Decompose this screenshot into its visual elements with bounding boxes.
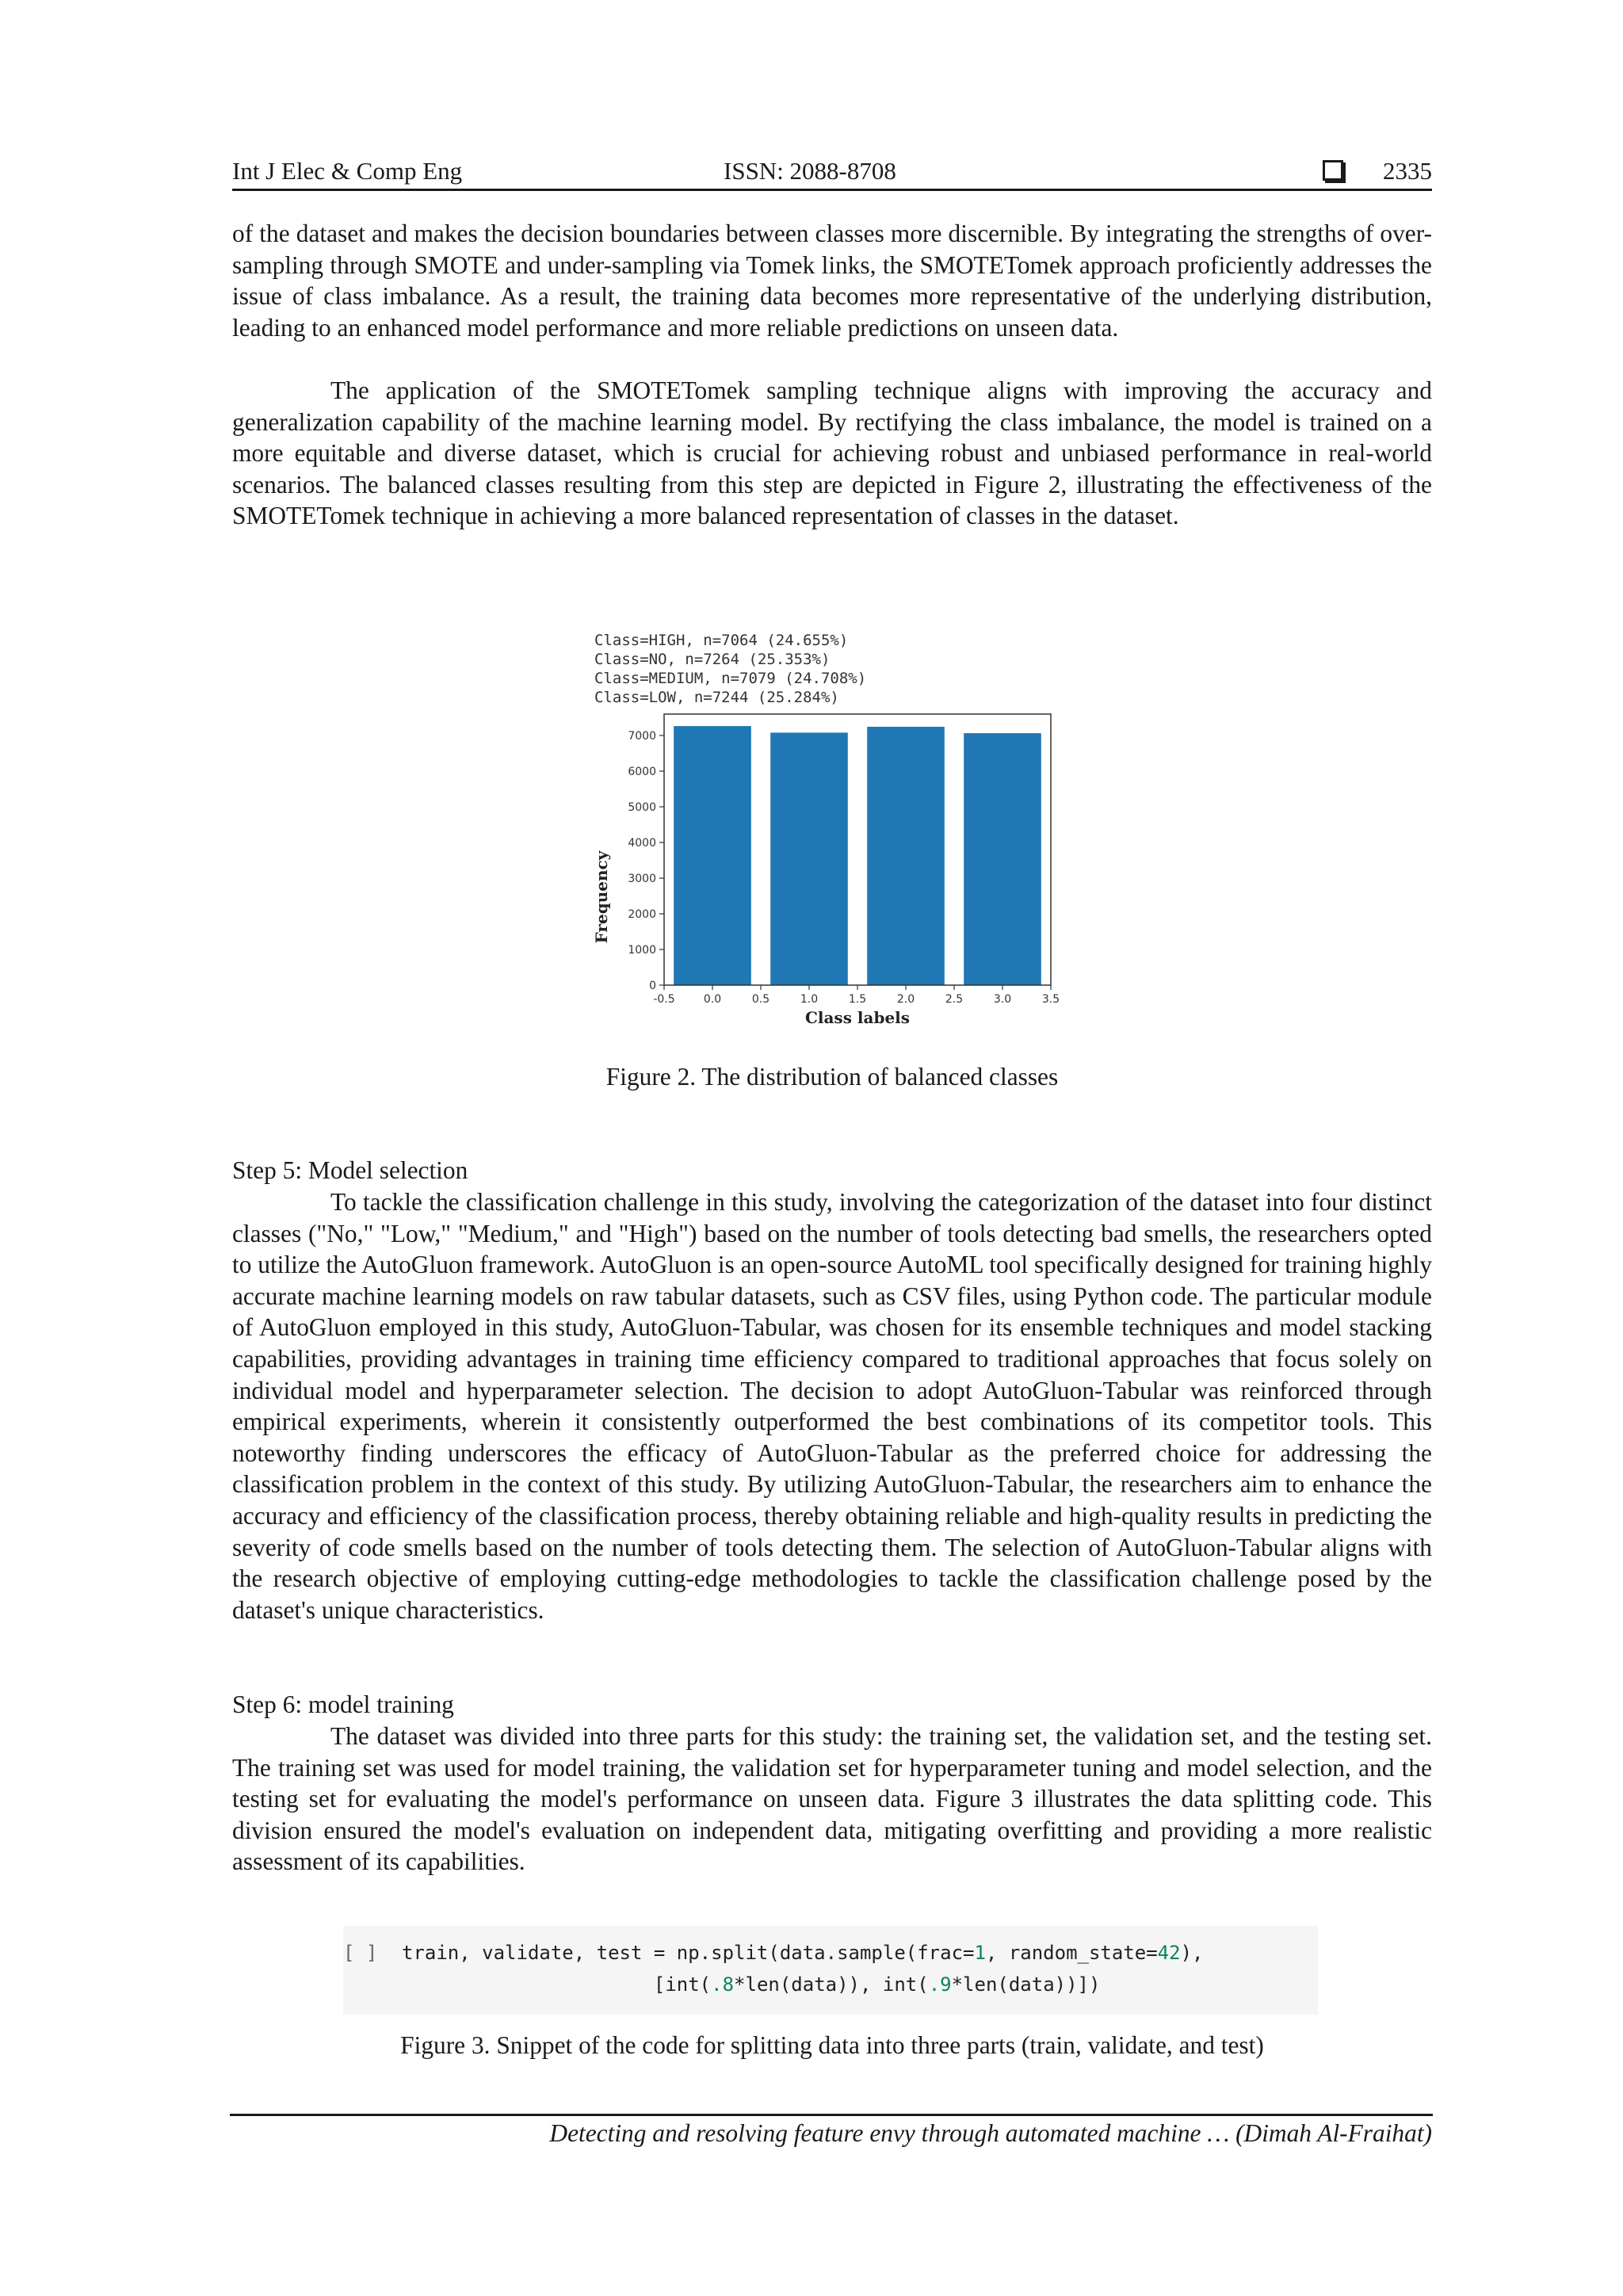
header-rule: [232, 189, 1432, 191]
bar: [674, 726, 751, 985]
class-printout-line: Class=HIGH, n=7064 (24.655%): [594, 632, 849, 649]
y-tick-label: 6000: [628, 766, 656, 778]
checkbox-square-icon: [1323, 160, 1343, 181]
code-text: [int(: [402, 1973, 712, 1996]
running-header: [232, 155, 1432, 190]
journal-name: Int J Elec & Comp Eng: [232, 157, 463, 185]
figure-2: [575, 617, 1079, 1045]
x-tick-label: 0.0: [703, 993, 722, 1006]
class-printout-line: Class=MEDIUM, n=7079 (24.708%): [594, 670, 867, 687]
code-text: *len(data)), int(: [734, 1973, 929, 1996]
y-tick-label: 1000: [628, 944, 656, 957]
x-tick-label: 2.5: [945, 993, 964, 1006]
code-text: ),: [1180, 1942, 1204, 1964]
y-tick-label: 0: [649, 980, 656, 992]
issn: ISSN: 2088-8708: [724, 157, 896, 185]
x-tick-label: 3.5: [1041, 993, 1060, 1006]
code-number: .9: [928, 1973, 952, 1996]
code-number: 42: [1157, 1942, 1181, 1964]
x-axis-label: Class labels: [804, 1008, 911, 1027]
x-tick-label: 2.0: [896, 993, 915, 1006]
y-tick-label: 5000: [628, 801, 656, 814]
bar: [867, 727, 945, 985]
x-tick-label: -0.5: [653, 993, 675, 1006]
bar: [770, 732, 848, 985]
bar-chart: [575, 617, 1079, 1045]
page-number: 2335: [1383, 157, 1432, 185]
figure-3-caption: Figure 3. Snippet of the code for splitting data into three parts (train, validate, and test): [400, 2031, 1264, 2059]
class-printout-line: Class=LOW, n=7244 (25.284%): [594, 689, 839, 706]
paragraph-1: of the dataset and makes the decision boundaries between classes more discernible. By integrating the strengths of over-sampling through SMOTE and under-sampling via Tomek links, the SMOTETomek approach proficiently addresses the issue of class imbalance. As a result, the training data becomes more representative of the underlying distribution, leading to an enhanced model performance and more reliable predictions on unseen data.: [232, 220, 1432, 342]
y-tick-label: 7000: [628, 730, 656, 743]
code-text: *len(data))]): [951, 1973, 1101, 1996]
paragraph-3: To tackle the classification challenge in this study, involving the categorization of the dataset into four distinct classes ("No," "Low," "Medium," and "High") based on the number of tools detecting bad smells, the researchers opted to utilize the AutoGluon framework. AutoGluon is an open-source AutoML tool specifically designed for training highly accurate machine learning models on raw tabular datasets, such as CSV files, using Python code. The particular module of AutoGluon employed in this study, AutoGluon-Tabular, was chosen for its ensemble techniques and model stacking capabilities, providing advantages in training time efficiency compared to traditional approaches that focus solely on individual model and hyperparameter selection. The decision to adopt AutoGluon-Tabular was reinforced through empirical experiments, wherein it consistently outperformed the best combinations of its competitor tools. This noteworthy finding underscores the efficacy of AutoGluon-Tabular as the preferred choice for addressing the classification problem in the context of this study. By utilizing AutoGluon-Tabular, the researchers aim to enhance the accuracy and efficiency of the classification process, thereby obtaining reliable and high-quality results in predicting the severity of code smells based on the number of tools detecting them. The selection of AutoGluon-Tabular aligns with the research objective of employing cutting-edge methodologies to tackle the classification challenge posed by the dataset's unique characteristics.: [232, 1188, 1433, 1624]
step-6-heading: Step 6: model training: [232, 1690, 454, 1718]
x-tick-label: 3.0: [993, 993, 1012, 1006]
code-number: .8: [711, 1973, 735, 1996]
cell-run-marker: [ ]: [343, 1942, 378, 1964]
step-5-heading: Step 5: Model selection: [232, 1156, 468, 1184]
footer-rule: [230, 2114, 1433, 2116]
code-line-2: [402, 1973, 1100, 1996]
running-footer: Detecting and resolving feature envy through automated machine … (Dimah Al-Fraihat): [549, 2119, 1432, 2147]
y-axis-label: Frequency: [592, 850, 611, 944]
code-text: train, validate, test = np.split(data.sample(frac=: [402, 1942, 975, 1964]
y-tick-label: 4000: [628, 837, 656, 850]
code-snippet: [343, 1926, 1318, 2015]
code-text: , random_state=: [985, 1942, 1158, 1964]
x-tick-label: 1.0: [800, 993, 819, 1006]
y-tick-label: 2000: [628, 908, 656, 921]
y-tick-label: 3000: [628, 873, 656, 885]
code-number: 1: [974, 1942, 986, 1964]
paragraph-2: The application of the SMOTETomek sampling technique aligns with improving the accuracy and generalization capability of the machine learning model. By rectifying the class imbalance, the model is trained on a more equitable and diverse dataset, which is crucial for achieving robust and unbiased performance in real-world scenarios. The balanced classes resulting from this step are depicted in Figure 2, illustrating the effectiveness of the SMOTETomek technique in achieving a more balanced representation of classes in the dataset.: [232, 376, 1432, 530]
x-tick-label: 0.5: [751, 993, 770, 1006]
x-tick-label: 1.5: [848, 993, 867, 1006]
class-printout-line: Class=NO, n=7264 (25.353%): [594, 651, 831, 668]
bar: [964, 733, 1041, 985]
figure-2-caption: Figure 2. The distribution of balanced classes: [605, 1063, 1059, 1091]
code-line-1: [402, 1942, 1203, 1964]
paragraph-4: The dataset was divided into three parts for this study: the training set, the validation set, and the testing set. The training set was used for model training, the validation set for hyperparameter tuning and model selection, and the testing set for evaluating the model's performance on unseen data. Figure 3 illustrates the data splitting code. This division ensured the model's evaluation on independent data, mitigating overfitting and providing a more realistic assessment of its capabilities.: [232, 1722, 1432, 1876]
